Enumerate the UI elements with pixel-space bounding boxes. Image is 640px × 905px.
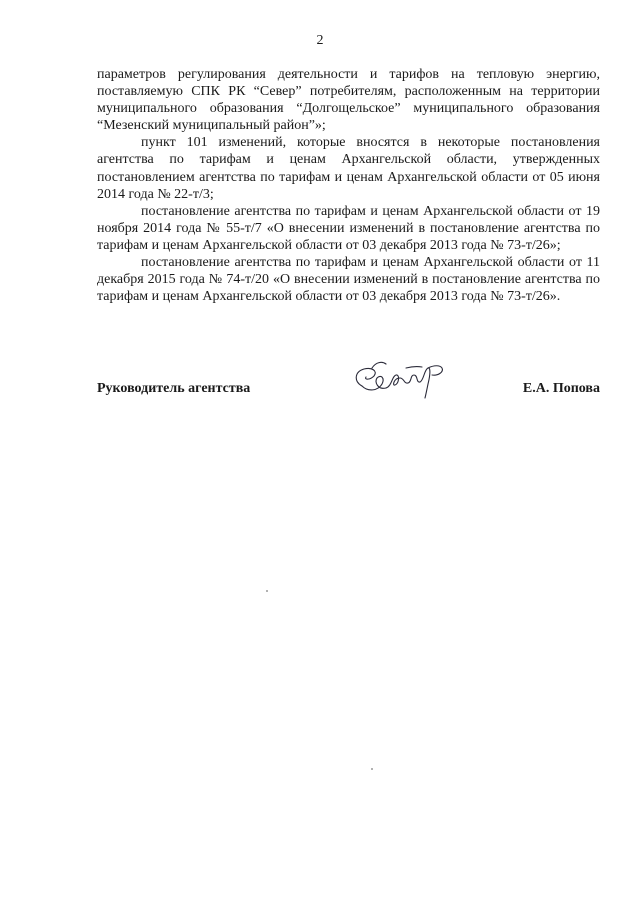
paragraph-continuation: параметров регулирования деятельности и тарифов на тепловую энергию, поставляемую СПК РК “Север” потребителям, расположенным на территории муниципального образования “Долгощельское” муниципального образования “Мезенский муниципальный район”»;: [97, 67, 600, 134]
paragraph-resolution-55: постановление агентства по тарифам и ценам Архангельской области от 19 ноября 2014 года № 55-т/7 «О внесении изменений в постановление агентства по тарифам и ценам Архангельской области от 03 декабря 2013 года № 73-т/26»;: [97, 203, 600, 253]
paragraph-resolution-74: постановление агентства по тарифам и ценам Архангельской области от 11 декабря 2015 года № 74-т/20 «О внесении изменений в постановление агентства по тарифам и ценам Архангельской области от 03 декабря 2013 года № 73-т/26».: [97, 255, 600, 305]
signatory-name: Е.А. Попова: [522, 381, 600, 396]
page-number: 2: [316, 33, 324, 48]
signatory-title: Руководитель агентства: [97, 381, 251, 396]
paragraph-item-101: пункт 101 изменений, которые вносятся в некоторые постановления агентства по тарифам и ценам Архангельской области, утвержденных постановлением агентства по тарифам и ценам Архангельской области от 05 июня 2014 года № 22-т/3;: [97, 135, 600, 202]
scan-speck: [371, 768, 373, 770]
handwritten-signature-icon: [348, 356, 446, 402]
scan-speck: [266, 590, 268, 592]
document-body: [97, 66, 600, 305]
